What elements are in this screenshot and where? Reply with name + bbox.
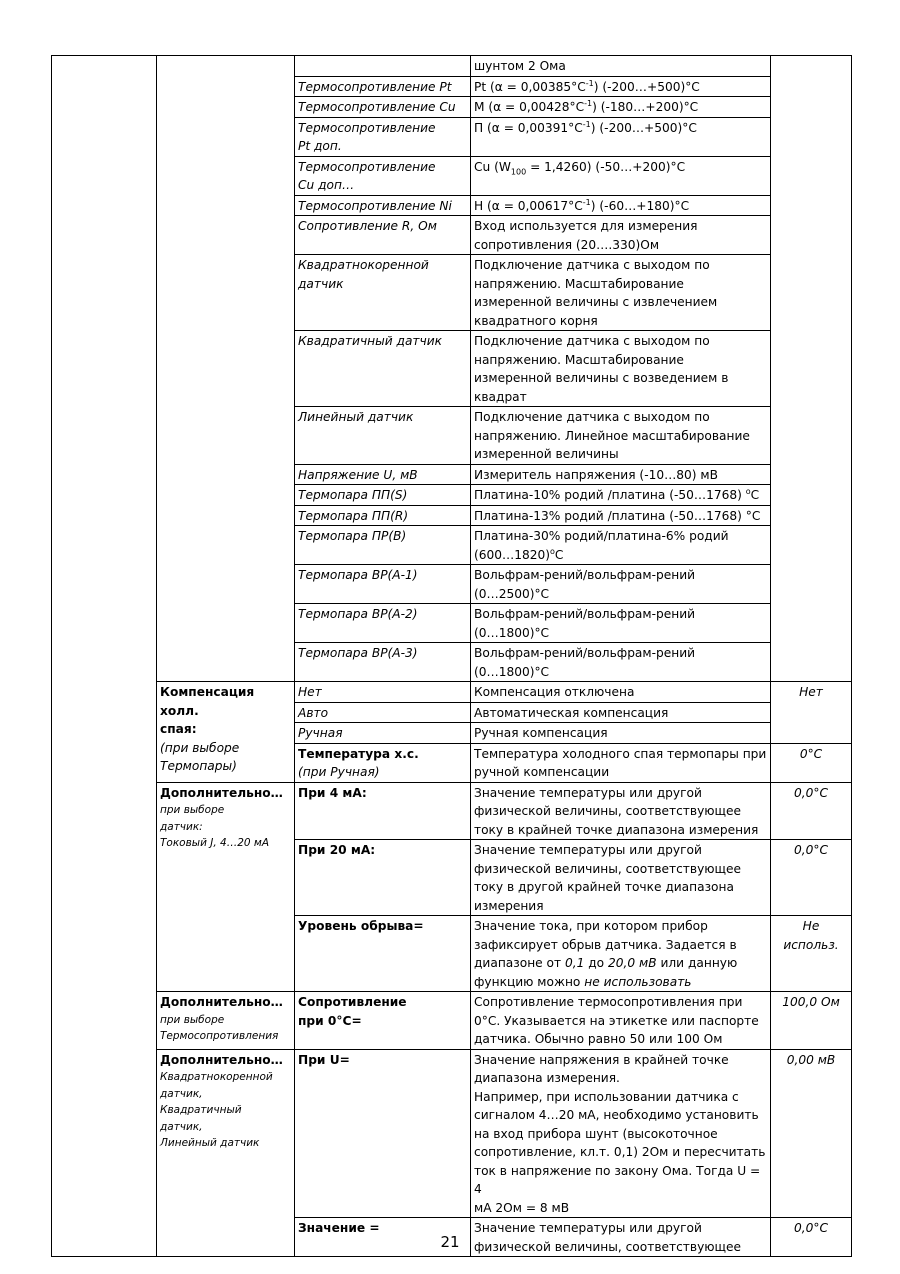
- param-title: Компенсация холл.: [160, 685, 255, 718]
- description-cell: [471, 702, 771, 723]
- option-cell: [295, 117, 471, 156]
- description-line: напряжению. Масштабирование: [474, 352, 684, 367]
- description-cell: [471, 97, 771, 118]
- option-label: Pt доп.: [298, 139, 342, 153]
- description-line: диапазона измерения.: [474, 1071, 620, 1085]
- description-line: квадратного корня: [474, 313, 598, 328]
- default-column-cell: [771, 56, 852, 682]
- option-label: Уровень обрыва=: [298, 919, 424, 933]
- description-text: ) (-200…+500)°C: [593, 79, 700, 94]
- table-row: [52, 782, 852, 840]
- description-cell: [471, 604, 771, 643]
- option-cell: [295, 526, 471, 565]
- option-label: Термопара ПП(R): [298, 508, 409, 523]
- option-label: датчик: [298, 276, 344, 291]
- option-label: Сопротивление R, Ом: [298, 219, 437, 233]
- option-label: Ручная: [298, 726, 343, 740]
- option-cell: [295, 195, 471, 216]
- description-cell: [471, 526, 771, 565]
- default-cell: [771, 916, 852, 992]
- option-label: Термосопротивление Pt: [298, 79, 452, 94]
- description-cell: [471, 331, 771, 407]
- param-note: при выборе: [160, 1013, 225, 1026]
- param-title: Дополнительно…: [160, 1052, 283, 1067]
- description-text: М (α = 0,00428°C: [474, 100, 585, 114]
- description-line: Вход используется для измерения: [474, 219, 698, 233]
- description-line: Сопротивление термосопротивления при: [474, 995, 743, 1009]
- param-note: датчик:: [160, 820, 203, 833]
- default-value: 100,0 Ом: [782, 995, 840, 1009]
- default-cell: [771, 682, 852, 744]
- description-line: сигналом 4…20 мА, необходимо установить: [474, 1108, 759, 1122]
- description-cell: [471, 916, 771, 992]
- table-row: [52, 1049, 852, 1218]
- param-note: (при выборе: [160, 740, 240, 755]
- option-cell: [295, 565, 471, 604]
- option-label: Термосопротивление Cu: [298, 100, 456, 114]
- description-cell: [471, 723, 771, 744]
- default-value: 0°C: [799, 746, 823, 761]
- option-label: Квадратнокоренной: [298, 258, 429, 272]
- option-label: Температура х.с.: [298, 746, 419, 761]
- option-cell: [295, 840, 471, 916]
- default-value: 0,0°C: [794, 843, 828, 857]
- param-column-cell: [157, 56, 295, 682]
- option-cell: [295, 76, 471, 97]
- description-line: Например, при использовании датчика с: [474, 1089, 739, 1104]
- default-value: Нет: [799, 685, 823, 699]
- option-cell: [295, 407, 471, 465]
- default-value: использ.: [783, 937, 839, 952]
- description-line: [474, 954, 767, 973]
- default-value: 0,0°C: [794, 1221, 828, 1235]
- option-label: Нет: [298, 685, 322, 699]
- description-line: Подключение датчика с выходом по: [474, 410, 710, 424]
- option-cell: [295, 56, 471, 77]
- option-cell: [295, 505, 471, 526]
- description-cell: [471, 407, 771, 465]
- option-label: При U=: [298, 1052, 350, 1067]
- param-note: Линейный датчик: [160, 1137, 260, 1149]
- description-cell: [471, 255, 771, 331]
- section-column-cell: [52, 56, 157, 1257]
- description-line: измеренной величины: [474, 447, 619, 461]
- superscript: -1: [584, 98, 593, 108]
- description-cell: [471, 464, 771, 485]
- option-label: Термопара ВР(А-2): [298, 607, 418, 621]
- description-cell: [471, 505, 771, 526]
- table-row: [52, 56, 852, 77]
- option-label: Значение =: [298, 1221, 380, 1235]
- option-label: Линейный датчик: [298, 410, 414, 424]
- description-text: Ручная компенсация: [474, 726, 608, 740]
- param-title: Дополнительно…: [160, 995, 283, 1009]
- option-cell: [295, 916, 471, 992]
- description-line: квадрат: [474, 389, 527, 404]
- description-line: напряжению. Линейное масштабирование: [474, 428, 750, 443]
- default-value: 0,0°C: [794, 785, 828, 800]
- settings-table: [51, 55, 852, 1257]
- description-text: диапазоне от: [474, 956, 565, 970]
- option-label: при 0°C=: [298, 1013, 362, 1028]
- description-cell: [471, 76, 771, 97]
- description-text: Автоматическая компенсация: [474, 705, 669, 720]
- option-cell: [295, 702, 471, 723]
- param-note: Токовый J, 4…20 мА: [160, 837, 269, 849]
- description-line: (0…1800)°C: [474, 625, 550, 640]
- option-cell: [295, 604, 471, 643]
- description-line: физической величины, соответствующее: [474, 861, 742, 876]
- description-text: 0,1: [564, 956, 585, 970]
- description-cell: [471, 216, 771, 255]
- description-line: датчика. Обычно равно 50 или 100 Ом: [474, 1032, 723, 1046]
- param-note: при выборе: [160, 804, 225, 816]
- default-cell: [771, 840, 852, 916]
- description-line: (0…2500)°C: [474, 586, 550, 601]
- description-text: до: [584, 956, 608, 970]
- description-line: измеренной величины с извлечением: [474, 295, 718, 309]
- description-line: Подключение датчика с выходом по: [474, 258, 710, 272]
- description-cell: [471, 682, 771, 703]
- param-note: Квадратнокоренной: [160, 1071, 273, 1083]
- description-line: [474, 546, 767, 565]
- option-label: При 4 мА:: [298, 785, 367, 800]
- description-line: (0…1800)°C: [474, 664, 550, 679]
- description-line: измеренной величины с возведением в: [474, 371, 729, 385]
- description-line: измерения: [474, 898, 544, 913]
- page-number: 21: [440, 1233, 460, 1251]
- description-cell: [471, 992, 771, 1050]
- description-text: ) (-60…+180)°C: [590, 198, 690, 213]
- param-title: спая:: [160, 722, 197, 736]
- option-label: Термопара ПП(S): [298, 488, 408, 502]
- description-cell: [471, 156, 771, 195]
- description-line: [474, 973, 767, 992]
- option-cell: [295, 464, 471, 485]
- description-cell: [471, 1049, 771, 1218]
- param-note: датчик,: [160, 1120, 203, 1133]
- description-line: ток в напряжение по закону Ома. Тогда U = 4: [474, 1163, 761, 1196]
- option-label: Термосопротивление: [298, 159, 436, 174]
- description-text: П (α = 0,00391°C: [474, 120, 583, 135]
- description-text: C: [750, 488, 760, 502]
- description-line: Значение тока, при котором прибор: [474, 919, 708, 933]
- description-line: напряжению. Масштабирование: [474, 276, 684, 291]
- description-line: 0°C. Указывается на этикетке или паспорте: [474, 1013, 759, 1028]
- option-label: Сопротивление: [298, 995, 407, 1009]
- option-cell: [295, 331, 471, 407]
- param-note: датчик,: [160, 1087, 203, 1100]
- option-label: Термопара ПР(B): [298, 529, 407, 543]
- description-text: шунтом 2 Ома: [474, 59, 566, 73]
- param-note: Термопары): [160, 759, 237, 773]
- description-line: зафиксирует обрыв датчика. Задается в: [474, 937, 737, 952]
- description-cell: [471, 195, 771, 216]
- description-text: 20,0 мВ: [608, 956, 657, 970]
- option-cell: [295, 782, 471, 840]
- option-cell: [295, 485, 471, 506]
- option-cell: [295, 97, 471, 118]
- description-line: Значение температуры или другой: [474, 843, 702, 857]
- description-line: ручной компенсации: [474, 765, 610, 779]
- description-text: функцию можно: [474, 974, 585, 989]
- description-cell: [471, 643, 771, 682]
- description-text: Платина-10% родий /платина (-50…1768): [474, 488, 746, 502]
- table-row: [52, 682, 852, 703]
- description-line: Подключение датчика с выходом по: [474, 334, 710, 348]
- option-label: Квадратичный датчик: [298, 334, 443, 348]
- option-label: Термопара ВР(А-3): [298, 646, 418, 660]
- description-line: току в другой крайней точке диапазона: [474, 880, 734, 894]
- option-cell: [295, 682, 471, 703]
- description-text: Cu (W: [474, 159, 511, 174]
- description-cell: [471, 840, 771, 916]
- option-label: Термосопротивление: [298, 120, 436, 135]
- description-cell: [471, 485, 771, 506]
- description-line: физической величины, соответствующее: [474, 804, 742, 818]
- param-cell-extra-current: [157, 782, 295, 992]
- param-cell-extra-rtd: [157, 992, 295, 1050]
- description-text: Измеритель напряжения (-10…80) мВ: [474, 467, 718, 482]
- param-note: Квадратичный: [160, 1104, 242, 1116]
- description-text: ) (-200…+500)°C: [590, 120, 697, 135]
- description-cell: [471, 56, 771, 77]
- default-cell: [771, 992, 852, 1050]
- default-cell: [771, 743, 852, 782]
- description-line: физической величины, соответствующее: [474, 1239, 742, 1254]
- default-value: 0,00 мВ: [786, 1052, 836, 1067]
- description-text: не использовать: [584, 974, 692, 989]
- description-line: Платина-30% родий/платина-6% родий: [474, 529, 729, 543]
- description-line: на вход прибора шунт (высокоточное: [474, 1126, 718, 1141]
- param-note: Термосопротивления: [160, 1030, 279, 1042]
- param-cell-cold-junction: [157, 682, 295, 783]
- option-cell: [295, 216, 471, 255]
- default-cell: [771, 782, 852, 840]
- option-label: Авто: [298, 705, 329, 720]
- option-label: Cu доп…: [298, 178, 355, 192]
- description-cell: [471, 117, 771, 156]
- option-cell: [295, 643, 471, 682]
- description-line: Вольфрам-рений/вольфрам-рений: [474, 607, 696, 621]
- description-text: Компенсация отключена: [474, 685, 635, 699]
- default-value: Не: [802, 919, 820, 933]
- option-cell: [295, 992, 471, 1050]
- option-cell: [295, 743, 471, 782]
- option-cell: [295, 156, 471, 195]
- description-text: (600…1820): [474, 547, 550, 562]
- description-line: Значение температуры или другой: [474, 785, 702, 800]
- description-text: Н (α = 0,00617°C: [474, 198, 583, 213]
- description-line: Вольфрам-рений/вольфрам-рений: [474, 568, 696, 582]
- option-label: Напряжение U, мВ: [298, 467, 418, 482]
- degree-mark: o: [549, 546, 555, 556]
- description-line: току в крайней точке диапазона измерения: [474, 822, 759, 837]
- degree-mark: o: [745, 486, 751, 496]
- description-line: Вольфрам-рений/вольфрам-рений: [474, 646, 696, 660]
- option-note: (при Ручная): [298, 765, 380, 779]
- description-text: = 1,4260) (-50…+200)°C: [526, 159, 686, 174]
- description-cell: [471, 782, 771, 840]
- subscript: 100: [510, 166, 527, 176]
- superscript: -1: [582, 197, 591, 207]
- description-line: сопротивление, кл.т. 0,1) 2Ом и пересчитать: [474, 1145, 766, 1159]
- description-line: Температура холодного спая термопары при: [474, 746, 767, 761]
- description-line: Значение температуры или другой: [474, 1221, 702, 1235]
- description-line: Значение напряжения в крайней точке: [474, 1052, 729, 1067]
- description-text: или данную: [656, 956, 738, 970]
- option-cell: [295, 1049, 471, 1218]
- option-cell: [295, 723, 471, 744]
- option-label: Термопара ВР(А-1): [298, 568, 418, 582]
- description-text: C: [554, 547, 564, 562]
- description-line: сопротивления (20….330)Ом: [474, 237, 660, 252]
- description-text: Pt (α = 0,00385°C: [474, 79, 586, 94]
- description-text: Платина-13% родий /платина (-50…1768) °C: [474, 508, 761, 523]
- description-text: ) (-180…+200)°C: [592, 100, 699, 114]
- param-cell-extra-voltage: [157, 1049, 295, 1257]
- option-cell: [295, 255, 471, 331]
- option-label: При 20 мА:: [298, 843, 376, 857]
- description-cell: [471, 565, 771, 604]
- table-row: [52, 992, 852, 1050]
- description-line: мА 2Ом = 8 мВ: [474, 1200, 570, 1215]
- superscript: -1: [582, 119, 591, 129]
- default-cell: [771, 1049, 852, 1218]
- superscript: -1: [585, 78, 594, 88]
- description-cell: [471, 743, 771, 782]
- param-title: Дополнительно…: [160, 785, 283, 800]
- option-label: Термосопротивление Ni: [298, 198, 452, 213]
